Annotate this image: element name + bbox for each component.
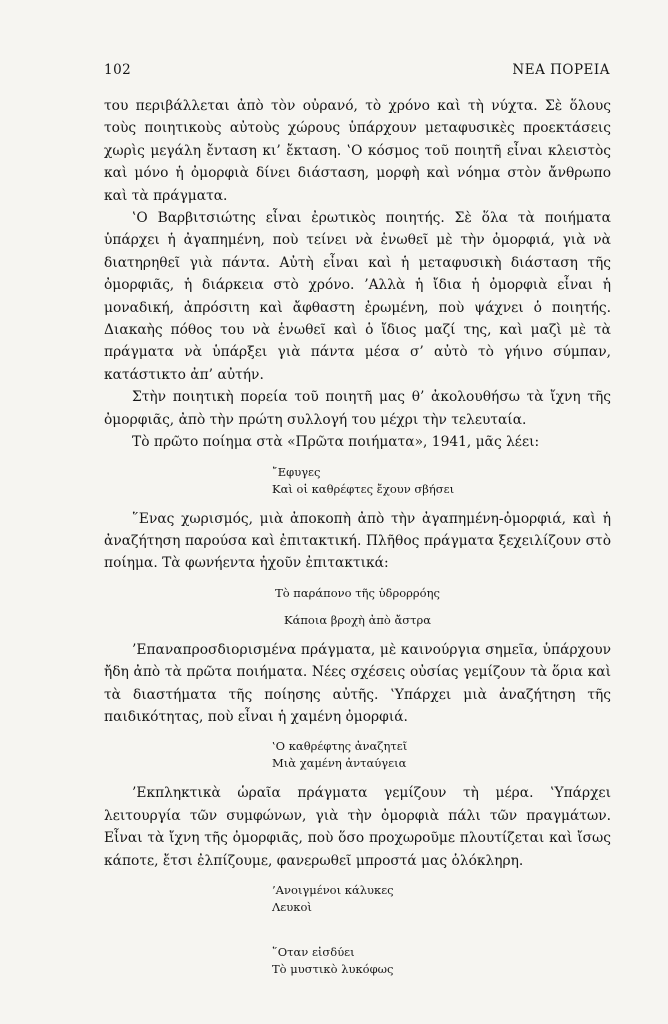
- verse-quote-1: [104, 464, 611, 498]
- verse-quote-2: [104, 585, 611, 602]
- running-title: ΝΕΑ ΠΟΡΕΙΑ: [512, 62, 610, 78]
- verse-quote-3: [104, 612, 611, 629]
- verse-line: ῞Οταν εἰσδύει: [272, 944, 355, 959]
- verse-line: Λευκοὶ: [272, 899, 312, 914]
- page-number: 102: [104, 62, 132, 78]
- paragraph-6: ’Επαναπροσδιορισμένα πράγματα, μὲ καινούργια σημεῖα, ὑπάρχουν ἤδη ἀπὸ τὰ πρῶτα ποιήματα. Νέες σχέσεις οὐσίας γεμίζουν τὰ ὅρια καὶ τὰ διαστήματα τῆς ποίησης αὐτῆς. ‛Υπάρχει μιὰ ἀναζήτηση τῆς παιδικότητας, ποὺ εἶναι ἡ χαμένη ὀμορφιά.: [104, 641, 611, 725]
- paragraph-7: ’Εκπληκτικὰ ὡραῖα πράγματα γεμίζουν τὴ μέρα. ‛Υπάρχει λειτουργία τῶν συμφώνων, γιὰ τὴν ὀμορφιὰ πάλι τῶν πραγμάτων. Εἶναι τὰ ἴχνη τῆς ὀμορφιᾶς, ποὺ ὅσο προχωροῦμε πλουτίζεται καὶ ἴσως κάποτε, ἔτσι ἐλπίζουμε, φανερωθεῖ μπροστά μας ὁλόκληρη.: [104, 785, 611, 869]
- paragraph-5: ῞Ενας χωρισμός, μιὰ ἀποκοπὴ ἀπὸ τὴν ἀγαπημένη-ὀμορφιά, καὶ ἡ ἀναζήτηση παρούσα καὶ ἐπιτακτική. Πλῆθος πράγματα ξεχειλίζουν στὸ ποίημα. Τὰ φωνήεντα ἠχοῦν ἐπιτακτικά:: [104, 510, 611, 572]
- paragraph-4: Τὸ πρῶτο ποίημα στὰ «Πρῶτα ποιήματα», 1941, μᾶς λέει:: [132, 434, 540, 451]
- verse-quote-6: [104, 944, 611, 978]
- verse-line: Κάποια βροχὴ ἀπὸ ἄστρα: [283, 612, 432, 627]
- spacer: [104, 926, 611, 934]
- paragraph-2: ‛Ο Βαρβιτσιώτης εἶναι ἐρωτικὸς ποιητής. Σὲ ὅλα τὰ ποιήματα ὑπάρχει ἡ ἀγαπημένη, ποὺ τείνει νὰ ἑνωθεῖ μὲ τὴν ὀμορφιά, γιὰ νὰ διατηρηθεῖ γιὰ πάντα. Αὐτὴ εἶναι καὶ ἡ μεταφυσικὴ διάσταση τῆς ὀμορφιᾶς, ἡ διάρκεια στὸ χρόνο. ’Αλλὰ ἡ ἴδια ἡ ὀμορφιὰ εἶναι ἡ μοναδική, ἀπρόσιτη καὶ ἄφθαστη ἐρωμένη, ποὺ ψάχνει ὁ ποιητής. Διακαὴς πόθος του νὰ ἑνωθεῖ καὶ ὁ ἴδιος μαζί της, καὶ μαζὶ μὲ τὰ πράγματα νὰ ὑπάρξει γιὰ πάντα μέσα σ’ αὐτὸ τὸ γήινο σύμπαν, κατάστικτο ἀπ’ αὐτήν.: [104, 210, 611, 383]
- verse-line: Τὸ μυστικὸ λυκόφως: [272, 961, 394, 976]
- paragraph-1: του περιβάλλεται ἀπὸ τὸν οὐρανό, τὸ χρόνο καὶ τὴ νύχτα. Σὲ ὅλους τοὺς ποιητικοὺς αὐτοὺς χώρους ὑπάρχουν μεταφυσικὲς προεκτάσεις χωρὶς μεγάλη ἔνταση κι’ ἔκταση. ‛Ο κόσμος τοῦ ποιητῆ εἶναι κλειστὸς καὶ μόνο ἡ ὀμορφιὰ δίνει διάσταση, μορφὴ καὶ νόημα στὸν ἄνθρωπο καὶ τὰ πράγματα.: [104, 98, 611, 204]
- verse-line: ’Ανοιγμένοι κάλυκες: [272, 882, 394, 897]
- verse-quote-4: [104, 738, 611, 772]
- body-text: [104, 95, 611, 988]
- page-header: [104, 62, 610, 78]
- verse-quote-5: [104, 882, 611, 916]
- verse-line: Μιὰ χαμένη ἀνταύγεια: [272, 756, 407, 771]
- verse-line: ‛Ο καθρέφτης ἀναζητεῖ: [272, 739, 408, 754]
- verse-line: Τὸ παράπονο τῆς ὑδρορρόης: [275, 585, 440, 600]
- paragraph-3: Στὴν ποιητικὴ πορεία τοῦ ποιητῆ μας θ’ ἀκολουθήσω τὰ ἴχνη τῆς ὀμορφιᾶς, ἀπὸ τὴν πρώτη συλλογή του μέχρι τὴν τελευταία.: [104, 389, 611, 428]
- verse-line: Καὶ οἱ καθρέφτες ἔχουν σβήσει: [272, 481, 455, 496]
- verse-line: ῎Εφυγες: [272, 464, 321, 479]
